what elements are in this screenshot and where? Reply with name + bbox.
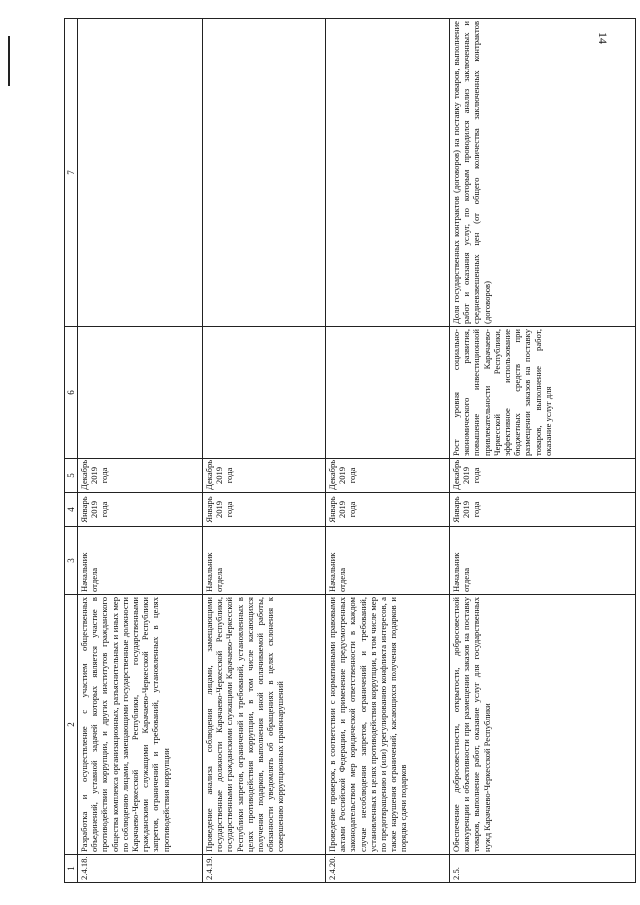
row-number: 2.4.20. <box>326 855 450 883</box>
end-date: Декабрь 2019 года <box>78 459 203 493</box>
header-col-2: 2 <box>65 595 78 855</box>
row-number: 2.5. <box>450 855 636 883</box>
start-date: Январь 2019 года <box>78 493 203 527</box>
header-col-5: 5 <box>65 459 78 493</box>
measure-text: Обеспечение добросовестности, открытости, добросовестной конкуренции и объективности при размещении заказов на поставку товаров, выполнение работ, оказание услуг для государственных нужд Карачаево-Черкесской Республики <box>450 595 636 855</box>
header-col-6: 6 <box>65 327 78 459</box>
table-header-row <box>65 19 78 883</box>
executor: Начальник отдела <box>203 527 326 595</box>
expected-result <box>78 327 203 459</box>
table-row <box>450 19 636 883</box>
measure-text: Проведение проверок, в соответствии с нормативными правовыми актами Российской Федерации, и применение предусмотренных законодательством мер юридической ответственности в каждом случае несоблюдения запретов, ограничений и требований, установленных в целях противодействия коррупции, в том числе мер по предотвращению и (или) урегулированию конфликта интересов, а также нарушения ограничений, касающихся получения подарков и порядка сдачи подарков <box>326 595 450 855</box>
executor: Начальник отдела <box>450 527 636 595</box>
start-date: Январь 2019 года <box>203 493 326 527</box>
start-date: Январь 2019 года <box>450 493 636 527</box>
executor: Начальник отдела <box>326 527 450 595</box>
table-row <box>326 19 450 883</box>
header-col-7: 7 <box>65 19 78 327</box>
end-date: Декабрь 2019 года <box>450 459 636 493</box>
end-date: Декабрь 2019 года <box>203 459 326 493</box>
expected-result <box>203 327 326 459</box>
table-row <box>203 19 326 883</box>
executor: Начальник отдела <box>78 527 203 595</box>
margin-line <box>8 36 10 86</box>
expected-result: Рост уровня социально-экономического развития, повышение инвестиционной привлекательности Карачаево-Черкесской Республики, эффективное использование бюджетных средств при размещении заказов на поставку товаров, выполнение работ, оказание услуг для <box>450 327 636 459</box>
row-number: 2.4.19. <box>203 855 326 883</box>
page-number: 14 <box>596 32 610 44</box>
end-date: Декабрь 2019 года <box>326 459 450 493</box>
table-row <box>78 19 203 883</box>
start-date: Январь 2019 года <box>326 493 450 527</box>
rotated-page <box>64 18 636 883</box>
row-number: 2.4.18. <box>78 855 203 883</box>
header-col-1: 1 <box>65 855 78 883</box>
measure-text: Разработка и осуществление с участием общественных объединений, уставной задачей которых является участие в противодействии коррупции, и других институтов гражданского общества комплекса организационных, разъяснительных и иных мер по соблюдению лицами, замещающими государственные должности Карачаево-Черкесской Республики, государственными гражданскими служащими Карачаево-Черкесской Республики запретов, ограничений и требований, установленных в целях противодействия коррупции <box>78 595 203 855</box>
measure-text: Проведение анализа соблюдения лицами, замещающими государственные должности Карачаево-Черкесской Республики, государственными гражданскими служащими Карачаево-Черкесской Республики запретов, ограничений и требований, установленных в целях противодействия коррупции, в том числе касающихся получения подарков, выполнения иной оплачиваемой работы, обязанности уведомлять об обращениях в целях склонения к совершению коррупционных правонарушений <box>203 595 326 855</box>
header-col-4: 4 <box>65 493 78 527</box>
indicator <box>203 19 326 327</box>
plan-table <box>64 18 636 883</box>
indicator: Доля государственных контрактов (договоров) на поставку товаров, выполнение работ и оказания услуг, по которым проводился анализ заключенных и средневзвешенных цен (от общего количества заключенных контрактов (договоров) <box>450 19 636 327</box>
indicator <box>78 19 203 327</box>
header-col-3: 3 <box>65 527 78 595</box>
indicator <box>326 19 450 327</box>
expected-result <box>326 327 450 459</box>
